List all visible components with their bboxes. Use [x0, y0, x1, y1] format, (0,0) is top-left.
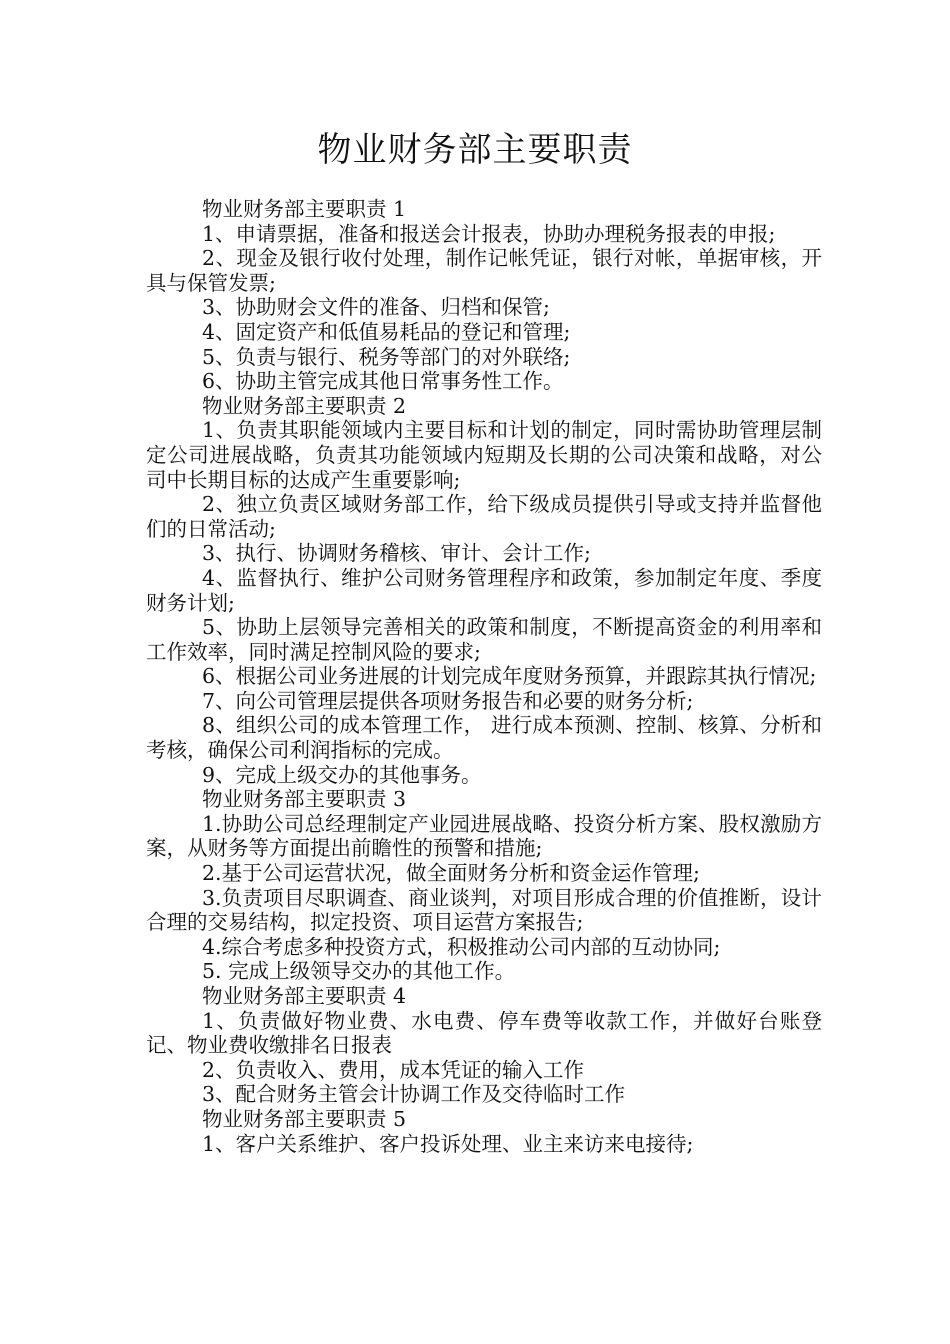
list-item: 4、监督执行、维护公司财务管理程序和政策，参加制定年度、季度财务计划; [146, 565, 822, 615]
list-item: 1、客户关系维护、客户投诉处理、业主来访来电接待; [202, 1131, 694, 1156]
list-item: 6、根据公司业务进展的计划完成年度财务预算，并跟踪其执行情况; [202, 664, 817, 689]
list-item: 2、负责收入、费用，成本凭证的输入工作 [202, 1057, 585, 1082]
list-item: 3.负责项目尽职调查、商业谈判，对项目形成合理的价值推断，设计合理的交易结构，拟定投资、项目运营方案报告; [146, 885, 822, 935]
document-title: 物业财务部主要职责 [317, 130, 633, 170]
list-item: 2、现金及银行收付处理，制作记帐凭证，银行对帐，单据审核，开具与保管发票; [146, 246, 822, 295]
section-heading: 物业财务部主要职责 5 [202, 1106, 407, 1131]
list-item: 2.基于公司运营状况，做全面财务分析和资金运作管理; [202, 861, 700, 886]
list-item: 3、协助财会文件的准备、归档和保管; [202, 295, 550, 320]
list-item: 2、独立负责区域财务部工作，给下级成员提供引导或支持并监督他们的日常活动; [146, 492, 822, 541]
list-item: 3、配合财务主管会计协调工作及交待临时工作 [202, 1082, 626, 1107]
list-item: 1.协助公司总经理制定产业园进展战略、投资分析方案、股权激励方案，从财务等方面提出前瞻性的预警和措施; [146, 811, 822, 861]
section-heading: 物业财务部主要职责 1 [202, 197, 407, 221]
list-item: 7、向公司管理层提供各项财务报告和必要的财务分析; [202, 688, 694, 713]
section-heading: 物业财务部主要职责 3 [202, 787, 407, 812]
document-body [146, 197, 822, 1156]
list-item: 5. 完成上级领导交办的其他工作。 [202, 959, 516, 984]
list-item: 1、申请票据，准备和报送会计报表，协助办理税务报表的申报; [202, 221, 776, 246]
list-item: 6、协助主管完成其他日常事务性工作。 [202, 369, 564, 394]
list-item: 5、负责与银行、税务等部门的对外联络; [202, 344, 571, 369]
list-item: 1、负责做好物业费、水电费、停车费等收款工作，并做好台账登记、物业费收缴排名日报表 [146, 1008, 822, 1058]
section-heading: 物业财务部主要职责 4 [202, 984, 407, 1008]
list-item: 4、固定资产和低值易耗品的登记和管理; [202, 319, 571, 344]
list-item: 1、负责其职能领域内主要目标和计划的制定，同时需协助管理层制定公司进展战略，负责其功能领域内短期及长期的公司决策和战略，对公司中长期目标的达成产生重要影响; [146, 418, 822, 492]
list-item: 4.综合考虑多种投资方式，积极推动公司内部的互动协同; [202, 934, 721, 959]
list-item: 9、完成上级交办的其他事务。 [202, 762, 482, 787]
list-item: 8、组织公司的成本管理工作， 进行成本预测、控制、核算、分析和考核，确保公司利润指标的完成。 [146, 713, 822, 763]
list-item: 5、协助上层领导完善相关的政策和制度，不断提高资金的利用率和工作效率，同时满足控制风险的要求; [146, 615, 822, 664]
list-item: 3、执行、协调财务稽核、审计、会计工作; [202, 541, 591, 566]
section-heading: 物业财务部主要职责 2 [202, 393, 407, 418]
